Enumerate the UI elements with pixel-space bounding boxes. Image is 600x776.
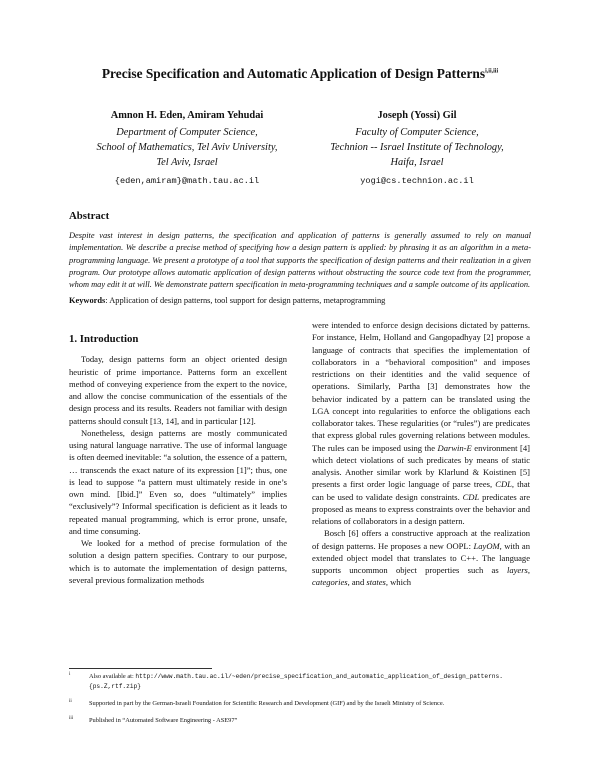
abstract-heading: Abstract <box>69 210 110 222</box>
text-run: environment [4] which detect violations of such predicates by means of static analysis. Another similar work by Klarlund & Koistinen [5] presents a first order logic language of parse trees, <box>312 442 530 490</box>
section-heading-introduction: 1. Introduction <box>69 333 139 345</box>
term-categories: categories <box>312 577 348 588</box>
paragraph: Nonetheless, design patterns are mostly communicated using natural language narrative. The use of informal language is often deemed inevitable: “a solution, the essence of a pattern, … transcends the exact nature of its expression [1]”; thus, one is lead to suppose “a pattern must ultimately reside in one’s own mind. [Ibid.]” Even so, does “ultimately” implies “exclusively”? Informal specification is deficient as it leads to repeated manual programming, which is error prone, unsafe, and time consuming. <box>69 427 287 536</box>
keywords-label: Keywords <box>69 296 106 305</box>
text-run: , that can be used to validate design constraints. <box>312 479 530 502</box>
footnote-url: http://www.math.tau.ac.il/~eden/precise_specification_and_automatic_application_of_design_patterns.{ps.Z,rtf.zip} <box>89 673 503 690</box>
paragraph: We looked for a method of precise formulation of the solution a design pattern specifies. Contrary to our purpose, which is to automate the implementation of design patterns, several previous formalization methods <box>69 538 287 585</box>
term-cdl: CDL <box>462 491 480 502</box>
abstract-text: Despite vast interest in design patterns, the specification and application of patterns is generally assumed to rely on manual implementation. We describe a precise method of specifying how a design pattern is applied: by phrasing it as an algorithm in a meta-programming language. We present a prototype of a tool that supports the specification of design patterns and their realization in a given program. Our prototype allows automatic application of design patterns without obstructing the source code text from the programmer, whom may edit it at will. We demonstrate pattern specification in meta-programming techniques and a sample outcome of its application. <box>69 231 531 290</box>
term-darwin-e: Darwin-E <box>437 442 472 453</box>
term-layom: LayOM <box>473 540 500 551</box>
footnote-1 <box>69 672 539 692</box>
left-column <box>69 333 287 586</box>
affiliation-line: Tel Aviv, Israel <box>156 157 218 168</box>
paper-title <box>40 66 560 82</box>
text-run: , and <box>347 577 367 588</box>
right-column <box>312 319 530 589</box>
affiliation-line: School of Mathematics, Tel Aviv University, <box>96 142 278 153</box>
text-run: Bosch [6] offers a constructive approach at the realization of design patterns. He proposes a new OOPL: <box>312 528 530 551</box>
term-states: states <box>366 577 386 588</box>
text-run: , with an extended object model that translates to C++. The language supports uncommon object properties such as <box>312 540 530 575</box>
author-email-1: {eden,amiram}@math.tau.ac.il <box>114 176 260 186</box>
paper-title-text: Precise Specification and Automatic Application of Design Patterns <box>101 66 486 81</box>
footnote-divider <box>69 668 212 669</box>
keywords-line <box>69 296 531 305</box>
paragraph: Today, design patterns form an object oriented design heuristic of prime importance. Patterns form an excellent method of conveying experience from the expert to the novice, and allow the concise communication of the essentials of the design process and its results. Readers not familiar with design patterns should consult [13, 14], and in particular [12]. <box>69 354 287 426</box>
text-run: , which <box>385 577 412 588</box>
footnotes <box>69 672 539 733</box>
keywords-text: : Application of design patterns, tool support for design patterns, metaprogramming <box>105 296 386 305</box>
footnote-mark: ii <box>69 699 72 704</box>
author-block-1 <box>62 108 312 189</box>
title-footnote-marks: i,ii,iii <box>485 68 499 75</box>
affiliation-line: Technion -- Israel Institute of Technology, <box>330 142 504 153</box>
text-run: predicates are proposed as means to express constraints over the behavior and relations of collaborators in a design pattern. <box>312 491 530 526</box>
author-block-2 <box>292 108 542 189</box>
text-run: , <box>527 565 530 575</box>
footnote-2 <box>69 699 539 709</box>
affiliation-line: Faculty of Computer Science, <box>355 127 479 138</box>
term-layers: layers <box>506 565 528 575</box>
footnote-text: Published in “Automated Software Engineering - ASE97” <box>89 717 238 724</box>
affiliation-line: Haifa, Israel <box>390 157 444 168</box>
text-run: were intended to enforce design decisions dictated by patterns. For instance, Helm, Holland and Gangopadhyay [2] propose a language of contracts that specifies the implementation of collaborators in a “behavioral composition” and imposes restrictions on their identities and the valid sequence of operations. Similarly, Partha [3] demonstrates how the behavior indicated by a pattern can be translated using the LGA concept into regularities to enforce the obligations each collaborator takes. These regularities (or “rules”) are predicates that express global rules governing relations between modules. The rules can be imposed using the <box>312 320 530 453</box>
footnote-text: Supported in part by the German-Israeli Foundation for Scientific Research and Development (GIF) and by the Israeli Ministry of Science. <box>89 700 445 707</box>
paragraph <box>312 527 530 588</box>
footnote-mark: iii <box>69 716 74 721</box>
author-names-2: Joseph (Yossi) Gil <box>377 110 457 121</box>
footnote-3 <box>69 716 539 726</box>
author-email-2: yogi@cs.technion.ac.il <box>360 176 474 186</box>
footnote-text: Also available at: <box>89 673 136 680</box>
affiliation-line: Department of Computer Science, <box>116 127 258 138</box>
paragraph <box>312 319 530 527</box>
footnote-mark: i <box>69 672 71 677</box>
term-cdl: CDL <box>495 479 512 490</box>
author-names-1: Amnon H. Eden, Amiram Yehudai <box>110 110 264 121</box>
